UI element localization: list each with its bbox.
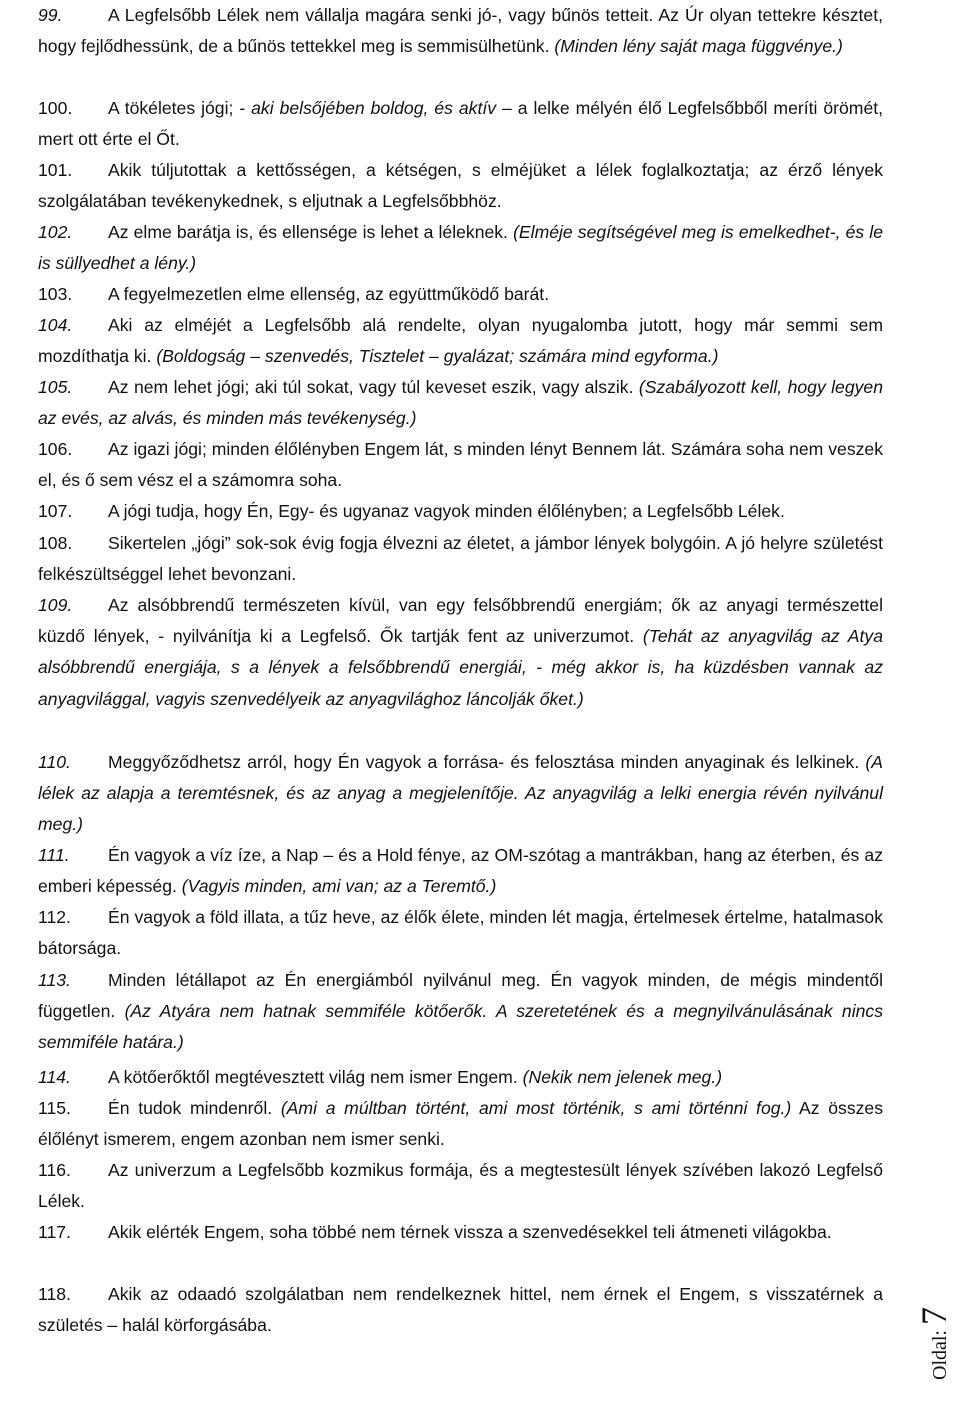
verse-entry [38,528,883,590]
verse-entry [38,217,883,279]
verse-number: 106. [38,439,73,459]
verse-entry [38,1217,883,1248]
verse-number: 105. [38,377,73,397]
verse-number: 115. [38,1098,71,1118]
verse-text: Akik elérték Engem, soha többé nem térnek vissza a szenvedésekkel teli átmeneti világokba. [108,1222,832,1242]
verse-number: 113. [38,970,71,990]
verse-commentary: (Ami a múltban történt, ami most történik, s ami történni fog.) [280,1098,792,1118]
verse-entry [38,155,883,217]
verse-number: 107. [38,501,73,521]
verse-entry [38,279,883,310]
verse-text: Az igazi jógi; minden élőlényben Engem lát, s minden lényt Bennem lát. Számára soha nem veszek el, és ő sem vész el a számomra soha. [38,439,883,491]
verse-commentary: (Boldogság – szenvedés, Tisztelet – gyalázat; számára mind egyforma.) [156,346,719,367]
verse-text: Akik túljutottak a kettősségen, a kétségen, s elméjüket a lélek foglalkoztatja; az érző lények szolgálatában tevékenykednek, s eljutnak a Legfelsőbbhöz. [38,160,883,212]
verse-entry [38,434,883,496]
verse-text: – a lelke mélyén élő Legfelsőbből meríti örömét, mert ott érte el Őt. [38,98,884,150]
verse-number: 99. [38,5,63,25]
page-label: Oldal: [929,1325,951,1380]
verse-number: 104. [38,315,73,335]
verse-number: 110. [38,752,71,772]
page-footer [912,1260,956,1380]
verse-number: 112. [38,907,71,927]
verse-text: Az nem lehet jógi; aki túl sokat, vagy túl keveset eszik, vagy alszik. [108,377,639,397]
verse-text: Az elme barátja is, és ellensége is lehet a léleknek. [108,222,514,242]
page-number: 7 [914,1307,954,1325]
verse-text: Akik az odaadó szolgálatban nem rendelkeznek hittel, nem érnek el Engem, s visszatérnek a születés – halál körforgásába. [38,1284,883,1336]
verse-text: Meggyőződhetsz arról, hogy Én vagyok a forrása- és felosztása minden anyaginak és lelkinek. [108,752,866,772]
verse-number: 108. [38,533,73,553]
verse-entry [38,0,883,62]
verse-entry [38,902,883,964]
verse-text: A jógi tudja, hogy Én, Egy- és ugyanaz vagyok minden élőlényben; a Legfelsőbb Lélek. [108,501,785,521]
verse-text: Az univerzum a Legfelsőbb kozmikus formája, és a megtestesült lények szívében lakozó Legfelső Lélek. [38,1160,883,1212]
verse-text: A kötőerőktől megtévesztett világ nem ismer Engem. [108,1067,523,1087]
verse-commentary: (Elméje segítségével meg is emelkedhet-, és le is süllyedhet a lény.) [38,222,884,274]
verse-entry [38,1093,883,1155]
verse-entry [38,590,883,715]
verse-number: 102. [38,222,73,242]
verse-text: Az alsóbbrendű természeten kívül, van egy felsőbbrendű energiám; ők az anyagi természettel küzdő lények, - nyilvánítja ki a Legfelső. Ők tartják fent az univerzumot. [38,595,883,647]
verse-text: A fegyelmezetlen elme ellenség, az együttműködő barát. [108,284,550,304]
verse-commentary: aki belsőjében boldog, és aktív [251,98,497,118]
verse-entry [38,310,883,372]
verse-entry [38,965,883,1059]
verse-number: 114. [38,1067,71,1087]
verse-commentary: (A lélek az alapja a teremtésnek, és az anyag a megjelenítője. Az anyagvilág a lelki energia révén nyilvánul meg.) [38,752,883,835]
verse-commentary: (Vagyis minden, ami van; az a Teremtő.) [181,876,497,897]
verse-number: 101. [38,160,73,180]
verse-number: 117. [38,1222,71,1242]
verse-text: Én vagyok a föld illata, a tűz heve, az élők élete, minden lét magja, értelmesek értelme, hatalmasok bátorsága. [38,907,883,959]
verse-text: Az összes élőlényt ismerem, engem azonban nem ismer senki. [38,1098,883,1150]
verse-text: Én tudok mindenről. [108,1098,281,1118]
verse-entry [38,1155,883,1217]
verse-number: 116. [38,1160,71,1180]
verse-entry [38,1279,883,1341]
verse-entry [38,747,883,841]
verse-commentary: (Tehát az anyagvilág az Atya alsóbbrendű energiája, s a lények a felsőbbrendű energiái, - még akkor is, ha küzdésben vannak az anyagvilággal, vagyis szenvedélyeik az anyagvilághoz láncolják őket.) [38,626,883,709]
verse-text: Sikertelen „jógi” sok-sok évig fogja élvezni az életet, a jámbor lények bolygóin. A jó helyre születést felkészültséggel lehet bevonzani. [38,533,883,585]
verse-commentary: (Az Atyára nem hatnak semmiféle kötőerők. A szeretetének és a megnyilvánulásának nincs semmiféle határa.) [38,1001,883,1053]
verse-entry [38,93,883,155]
verse-number: 100. [38,98,73,118]
verse-text: A Legfelsőbb Lélek nem vállalja magára senki jó-, vagy bűnös tetteit. Az Úr olyan tettekre késztet, hogy fejlődhessünk, de a bűnös tettekkel meg is semmisülhetünk. [38,5,883,57]
verse-text: Én vagyok a víz íze, a Nap – és a Hold fénye, az OM-szótag a mantrákban, hang az éterben, és az emberi képesség. [38,845,883,897]
verse-number: 103. [38,284,73,304]
verse-commentary: (Nekik nem jelenek meg.) [522,1067,723,1087]
verse-text: A tökéletes jógi; - [108,98,252,118]
verse-number: 109. [38,595,73,615]
verse-number: 118. [38,1284,71,1304]
verse-text: Minden létállapot az Én energiámból nyilvánul meg. Én vagyok minden, de mégis mindentől független. [38,970,883,1022]
verse-entry [38,372,883,434]
verse-text: Aki az elméjét a Legfelsőbb alá rendelte, olyan nyugalomba jutott, hogy már semmi sem mozdíthatja ki. [38,315,883,367]
verse-entry [38,1062,883,1093]
verse-number: 111. [38,845,70,865]
verse-entry [38,496,883,527]
verse-commentary: (Szabályozott kell, hogy legyen az evés, az alvás, és minden más tevékenység.) [38,377,883,429]
verse-entry [38,840,883,902]
verse-commentary: (Minden lény saját maga függvénye.) [554,36,843,57]
